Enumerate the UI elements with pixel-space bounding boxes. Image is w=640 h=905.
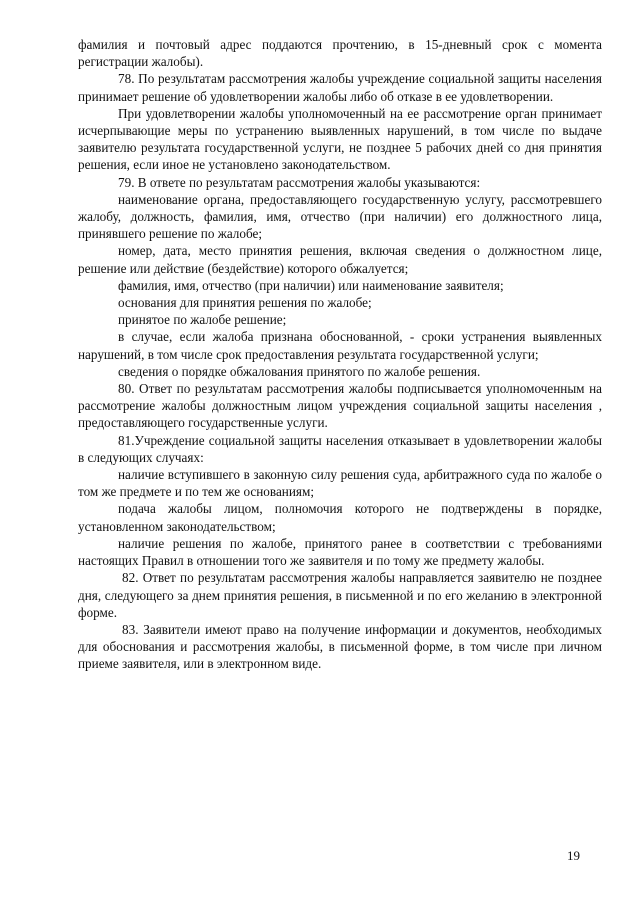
list-item-grounds: основания для принятия решения по жалобе;: [118, 295, 372, 311]
list-item-appeal-procedure: сведения о порядке обжалования принятого по жалобе решения.: [118, 363, 481, 379]
paragraph-82: 82. Ответ по результатам рассмотрения жалобы направляется заявителю не позднее дня, следующего за днем принятия решения, в письменной и по его желанию в электронной форме.: [78, 570, 602, 620]
list-item-previous-decision: наличие решения по жалобе, принятого ранее в соответствии с требованиями настоящих Правил в отношении того же заявителя и по тому же предмету жалобы.: [78, 535, 602, 569]
list-item-unconfirmed-authority: подача жалобы лицом, полномочия которого не подтверждены в порядке, установленном законодательством;: [78, 501, 602, 534]
document-body: [78, 36, 602, 673]
paragraph-83: 83. Заявители имеют право на получение информации и документов, необходимых для обоснования и рассмотрения жалобы, в письменной форме, в том числе при личном приеме заявителя, или в электронном виде.: [78, 621, 602, 672]
paragraph-78: 78. По результатам рассмотрения жалобы учреждение социальной защиты населения принимает решение об удовлетворении жалобы либо об отказе в ее удовлетворении.: [78, 71, 602, 104]
list-item-court-decision: наличие вступившего в законную силу решения суда, арбитражного суда по жалобе о том же предмете и по тем же основаниям;: [78, 467, 602, 500]
paragraph-continuation: фамилия и почтовый адрес поддаются прочтению, в 15-дневный срок с момента регистрации жалобы).: [78, 37, 602, 70]
list-item-applicant-name: фамилия, имя, отчество (при наличии) или наименование заявителя;: [118, 277, 504, 293]
list-item-deadlines: в случае, если жалоба признана обоснованной, - сроки устранения выявленных нарушений, в том числе срок предоставления результата государственной услуги;: [78, 329, 602, 362]
paragraph-81: 81.Учреждение социальной защиты населения отказывает в удовлетворении жалобы в следующих случаях:: [78, 432, 602, 465]
list-item-organ-name: наименование органа, предоставляющего государственную услугу, рассмотревшего жалобу, должность, фамилия, имя, отчество (при наличии) его должностного лица, принявшего решение по жалобе;: [78, 191, 602, 242]
paragraph-satisfaction: При удовлетворении жалобы уполномоченный на ее рассмотрение орган принимает исчерпывающие меры по устранению выявленных нарушений, в том числе по выдаче заявителю результата государственной услуги, не позднее 5 рабочих дней со дня принятия решения, если иное не установлено законодательством.: [78, 105, 602, 173]
paragraph-80: 80. Ответ по результатам рассмотрения жалобы подписывается уполномоченным на рассмотрение жалобы должностным лицом учреждения социальной защиты населения , предоставляющего государственные услуги.: [78, 381, 602, 431]
page-number: 19: [567, 848, 580, 863]
list-item-decision-details: номер, дата, место принятия решения, включая сведения о должностном лице, решение или действие (бездействие) которого обжалуется;: [78, 243, 602, 276]
list-item-decision: принятое по жалобе решение;: [118, 312, 287, 328]
paragraph-79: 79. В ответе по результатам рассмотрения жалобы указываются:: [118, 174, 481, 190]
